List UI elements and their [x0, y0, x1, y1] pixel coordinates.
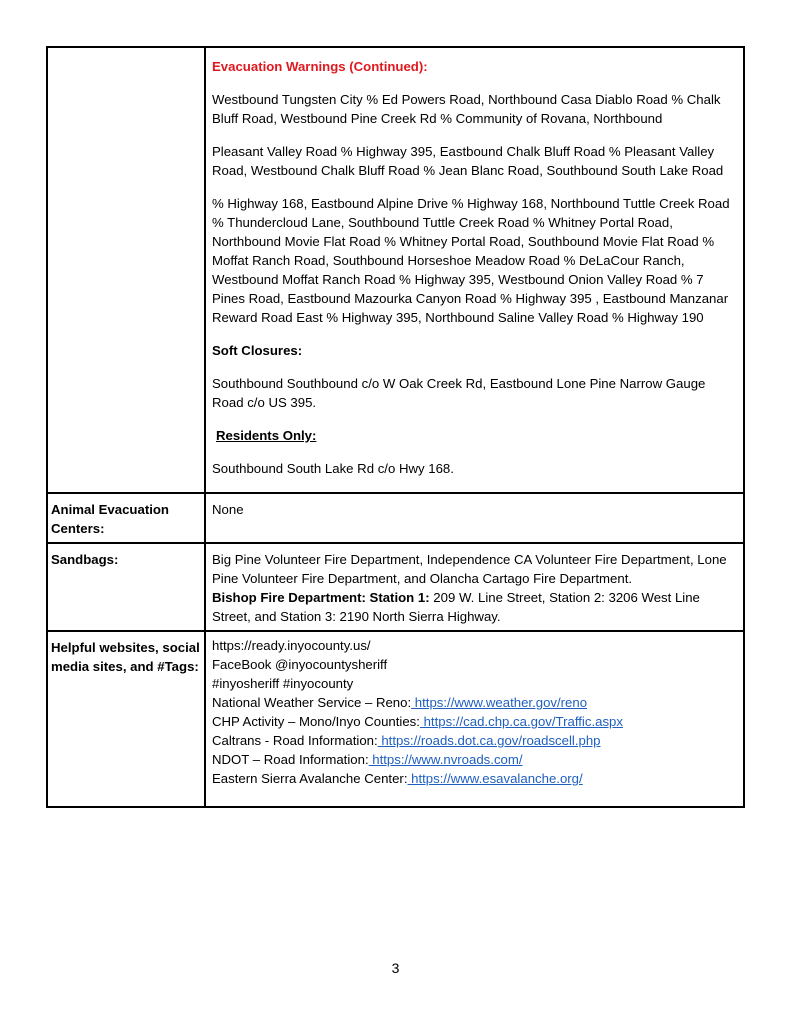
table-row-websites [47, 631, 744, 807]
sandbags-text: Big Pine Volunteer Fire Department, Independence CA Volunteer Fire Department, Lone Pine Volunteer Fire Department, and Olancha Cartago Fire Department. [212, 552, 727, 586]
caltrans-label: Caltrans - Road Information: [212, 733, 378, 748]
evacuation-warnings-para-3: % Highway 168, Eastbound Alpine Drive % Highway 168, Northbound Tuttle Creek Road % Thundercloud Lane, Southbound Tuttle Creek Road % Whitney Portal Road, Northbound Movie Flat Road % Whitney Portal Road, Southbound Movie Flat Road % Moffat Ranch Road, Southbound Horseshoe Meadow Road % DeLaCour Ranch, Westbound Moffat Ranch Road % Highway 395, Westbound Onion Valley Road % 7 Pines Road, Eastbound Mazourka Canyon Road % Highway 395 , Eastbound Manzanar Reward Road East % Highway 395, Northbound Saline Valley Road % Highway 190 [212, 196, 730, 325]
facebook-handle: FaceBook @inyocountysheriff [212, 657, 388, 672]
empty-label-cell [47, 47, 205, 493]
bishop-fire-line [212, 588, 737, 626]
esac-link[interactable]: https://www.esavalanche.org/ [407, 771, 583, 786]
table-row-evacuation-warnings [47, 47, 744, 493]
page-number: 3 [391, 960, 400, 976]
chp-link[interactable]: https://cad.chp.ca.gov/Traffic.aspx [419, 714, 623, 729]
residents-only-heading: Residents Only: [216, 428, 317, 443]
caltrans-line [212, 731, 737, 750]
soft-closures-heading: Soft Closures: [212, 343, 303, 358]
caltrans-link[interactable]: https://roads.dot.ca.gov/roadscell.php [377, 733, 601, 748]
animal-evacuation-label: Animal Evacuation Centers: [47, 493, 205, 543]
evacuation-warnings-para-2: Pleasant Valley Road % Highway 395, Eastbound Chalk Bluff Road % Pleasant Valley Road, Westbound Chalk Bluff Road % Jean Blanc Road, Southbound South Lake Road [212, 144, 724, 178]
hashtags: #inyosheriff #inyocounty [212, 676, 354, 691]
table-row-animal-evacuation [47, 493, 744, 543]
animal-evacuation-value: None [205, 493, 744, 543]
chp-label: CHP Activity – Mono/Inyo Counties: [212, 714, 420, 729]
websites-cell [205, 631, 744, 807]
ndot-link[interactable]: https://www.nvroads.com/ [368, 752, 523, 767]
ndot-label: NDOT – Road Information: [212, 752, 369, 767]
websites-label: Helpful websites, social media sites, and #Tags: [47, 631, 205, 807]
chp-line [212, 712, 737, 731]
evacuation-warnings-cell [205, 47, 744, 493]
sandbags-label: Sandbags: [47, 543, 205, 631]
evacuation-warnings-para-1: Westbound Tungsten City % Ed Powers Road, Northbound Casa Diablo Road % Chalk Bluff Road, Westbound Pine Creek Rd % Community of Rovana, Northbound [212, 92, 721, 126]
sandbags-cell [205, 543, 744, 631]
bishop-fire-stations: 209 W. Line Street, Station 2: 3206 West Line Street, and Station 3: 2190 North Sierra Highway. [212, 590, 700, 624]
nws-link[interactable]: https://www.weather.gov/reno [411, 695, 588, 710]
soft-closures-text: Southbound Southbound c/o W Oak Creek Rd, Eastbound Lone Pine Narrow Gauge Road c/o US 395. [212, 376, 706, 410]
evacuation-warnings-heading: Evacuation Warnings (Continued): [212, 59, 428, 74]
ndot-line [212, 750, 737, 769]
nws-line [212, 693, 737, 712]
info-table [46, 46, 745, 808]
ready-inyocounty-link[interactable]: https://ready.inyocounty.us/ [212, 638, 371, 653]
table-row-sandbags [47, 543, 744, 631]
esac-line [212, 769, 737, 788]
esac-label: Eastern Sierra Avalanche Center: [212, 771, 408, 786]
bishop-fire-label: Bishop Fire Department: Station 1: [212, 590, 430, 605]
nws-label: National Weather Service – Reno: [212, 695, 412, 710]
residents-only-text: Southbound South Lake Rd c/o Hwy 168. [212, 461, 454, 476]
